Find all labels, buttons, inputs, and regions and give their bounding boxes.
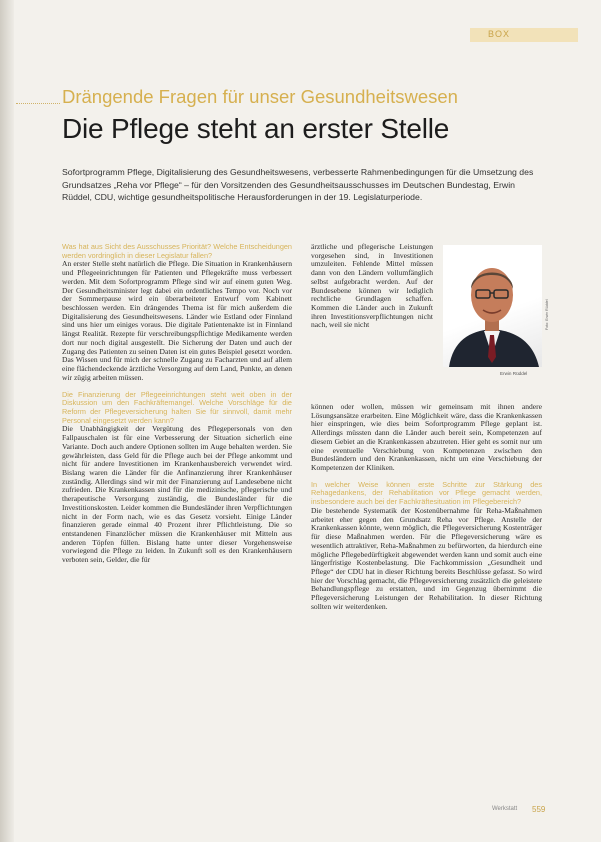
answer-3: Die bestehende Systematik der Kostenübernahme für Reha-Maßnahmen arbeitet eher gegen den Grundsatz Reha vor Pflege. Anstelle der Krankenkassen könnte, wenn möglich, die Pflegeversicherung Kostenträger für diese Maßnahmen werden. Für die Pflegeversicherung wäre es wesentlich attraktiver, Reha-Maßnahmen zu befürworten, da hierdurch eine mögliche Pflegebedürftigkeit abgewendet werden kann und somit auch eine längerfristige Kostenbelastung. Die Fachkommission „Gesundheit und Pflege“ der CDU hat in dieser Richtung bereits Beschlüsse gefasst. So wird hier der Vorschlag gemacht, die Pflegeversicherung zusätzlich die geleistete Behandlungspflege zu erstatten, und im Gegenzug übernimmt die Pflegeversicherung Leistungen der Rehabilitation. In dieser Richtung sollten wir weiterdenken. [311,505,542,611]
rubric-bar [470,28,578,42]
page-binding-shadow [0,0,14,842]
footer-magazine-name: Werkstatt [492,806,518,812]
rubric-label: BOX [488,29,511,39]
answer-2-continued: ärztliche und pflegerische Leistungen vorgesehen sind, in Investitionen umzuleiten. Fehlende Mittel müssen dann von den Ländern vollumfänglich selbst aufgebracht werden. Auf der Bundesebene können wir lediglich rechtliche Grundlagen schaffen. Kommen die Länder auch in Zukunft ihren Investitionsverpflichtungen nicht nach, weil sie nicht [311,242,433,330]
portrait-illustration [443,245,542,367]
right-column [311,403,542,612]
left-column [62,243,292,565]
answer-2: Die Unabhängigkeit der Vergütung des Pflegepersonals von den Fallpauschalen ist für eine Verbesserung der Situation sicherlich eine Variante. Doch auch andere Optionen sollten im Auge behalten werden. Sie gewährleisten, dass Geld für die Pflege auch bei der Pflege ankommt und nicht für andere Investitionen im Krankenhausbereich verwendet wird. Bislang waren die Länder für die Anfinanzierung ihrer Krankenhäuser zuständig. Allerdings sind wir mit der Finanzierung auf Landesebene nicht zufrieden. Die Krankenkassen sind für die medizinische, pflegerische und therapeutische Versorgung zuständig, die Bundesländer für die Investitionskosten. Leider kommen die Bundesländer ihren Verpflichtungen nicht in der Form nach, wie es das Gesetz vorsieht. Einige Länder finanzieren gerade einmal 40 Prozent ihrer Pflichtleistung. Die so entstandenen Finanzlöcher müssen die Krankenhäuser mit Mitteln aus anderen Töpfen füllen. Bislang hatte unter dieser Vorgehensweise vorwiegend die Pflege zu leiden. In Zukunft soll es den Krankenhäusern verboten sein, Gelder, die für [62,424,292,565]
photo-caption: Erwin Rüddel [500,371,528,376]
article-lead: Sofortprogramm Pflege, Digitalisierung des Gesundheitswesens, verbesserte Rahmenbedingungen für die Umsetzung des Grundsatzes „Reha vor Pflege“ – für den Vorsitzenden des Gesundheitsausschusses im Deutschen Bundestag, Erwin Rüddel, CDU, wichtige gesundheitspolitische Herausforderungen in der 19. Legislaturperiode. [62,167,534,203]
kicker-dotted-line [16,103,60,104]
article-title: Die Pflege steht an erster Stelle [62,113,450,144]
answer-2-end: können oder wollen, müssen wir gemeinsam mit ihnen andere Lösungsansätze erarbeiten. Eine Möglichkeit wäre, dass die Krankenkassen hier einspringen, wie dies beim Sofortprogramm Pflege geplant ist. Allerdings müssten dann die Länder auch bereit sein, Kompetenzen auf diesem Gebiet an die Krankenkassen abzutreten. Hier geht es somit nur um eine eventuelle Verschiebung von Kompetenzen zwischen den Bundesländern und den Krankenkassen, nicht um eine Verschiebung der Kompetenzen der Kliniken. [311,402,542,473]
portrait-photo [443,245,542,367]
answer-1: An erster Stelle steht natürlich die Pflege. Die Situation in Krankenhäusern und Pflegeeinrichtungen für Patienten und Pflegekräfte muss verbessert werden. Mit dem Sofortprogramm Pflege sind wir auf einem guten Weg. Der Gesundheitsminister legt dabei ein ordentliches Tempo vor. Noch vor der Sommerpause wird ein überarbeiteter Entwurf vom Kabinett beschlossen werden. Ein drängendes Thema ist für mich außerdem die Digitalisierung des Gesundheitswesens. Länder wie Estland oder Finnland sind uns hier um einiges voraus. Die digitale Patientenakte ist in Finnland längst Realität. Rezepte für verschreibungspflichtige Medikamente werden dort nur noch digital ausgestellt. Die Sicherung der Daten und auch der Zugang des Patienten zu seinen Daten ist ein gutes Beispiel gesetzt worden. Das Wissen und für mich der schnelle Zugang zu Facharzten und auf allem eine flächendeckende ärztliche Versorgung auf dem Land, Punkte, an denen wir zügig arbeiten müssen. [62,259,292,382]
question-3: In welcher Weise können erste Schritte zur Stärkung des Rehagedankens, der Rehabilitation vor Pflege gemacht werden, insbesondere auch bei der Fachkräftesituation im Pflegebereich? [311,479,542,507]
photo-credit: Foto: Erwin Rüddel [545,299,549,330]
right-column-top [311,243,433,330]
footer-page-number: 559 [532,805,546,814]
article-kicker: Drängende Fragen für unser Gesundheitswesen [62,86,458,107]
question-2: Die Finanzierung der Pflegeeinrichtungen steht weit oben in der Diskussion um den Fachkräftemangel. Welche Vorschläge für die Reform der Pflegeversicherung halten Sie für sinnvoll, damit mehr Personal eingesetzt werden kann? [62,389,292,425]
question-1: Was hat aus Sicht des Ausschusses Priorität? Welche Entscheidungen werden vordringlich in dieser Legislatur fallen? [62,242,292,260]
